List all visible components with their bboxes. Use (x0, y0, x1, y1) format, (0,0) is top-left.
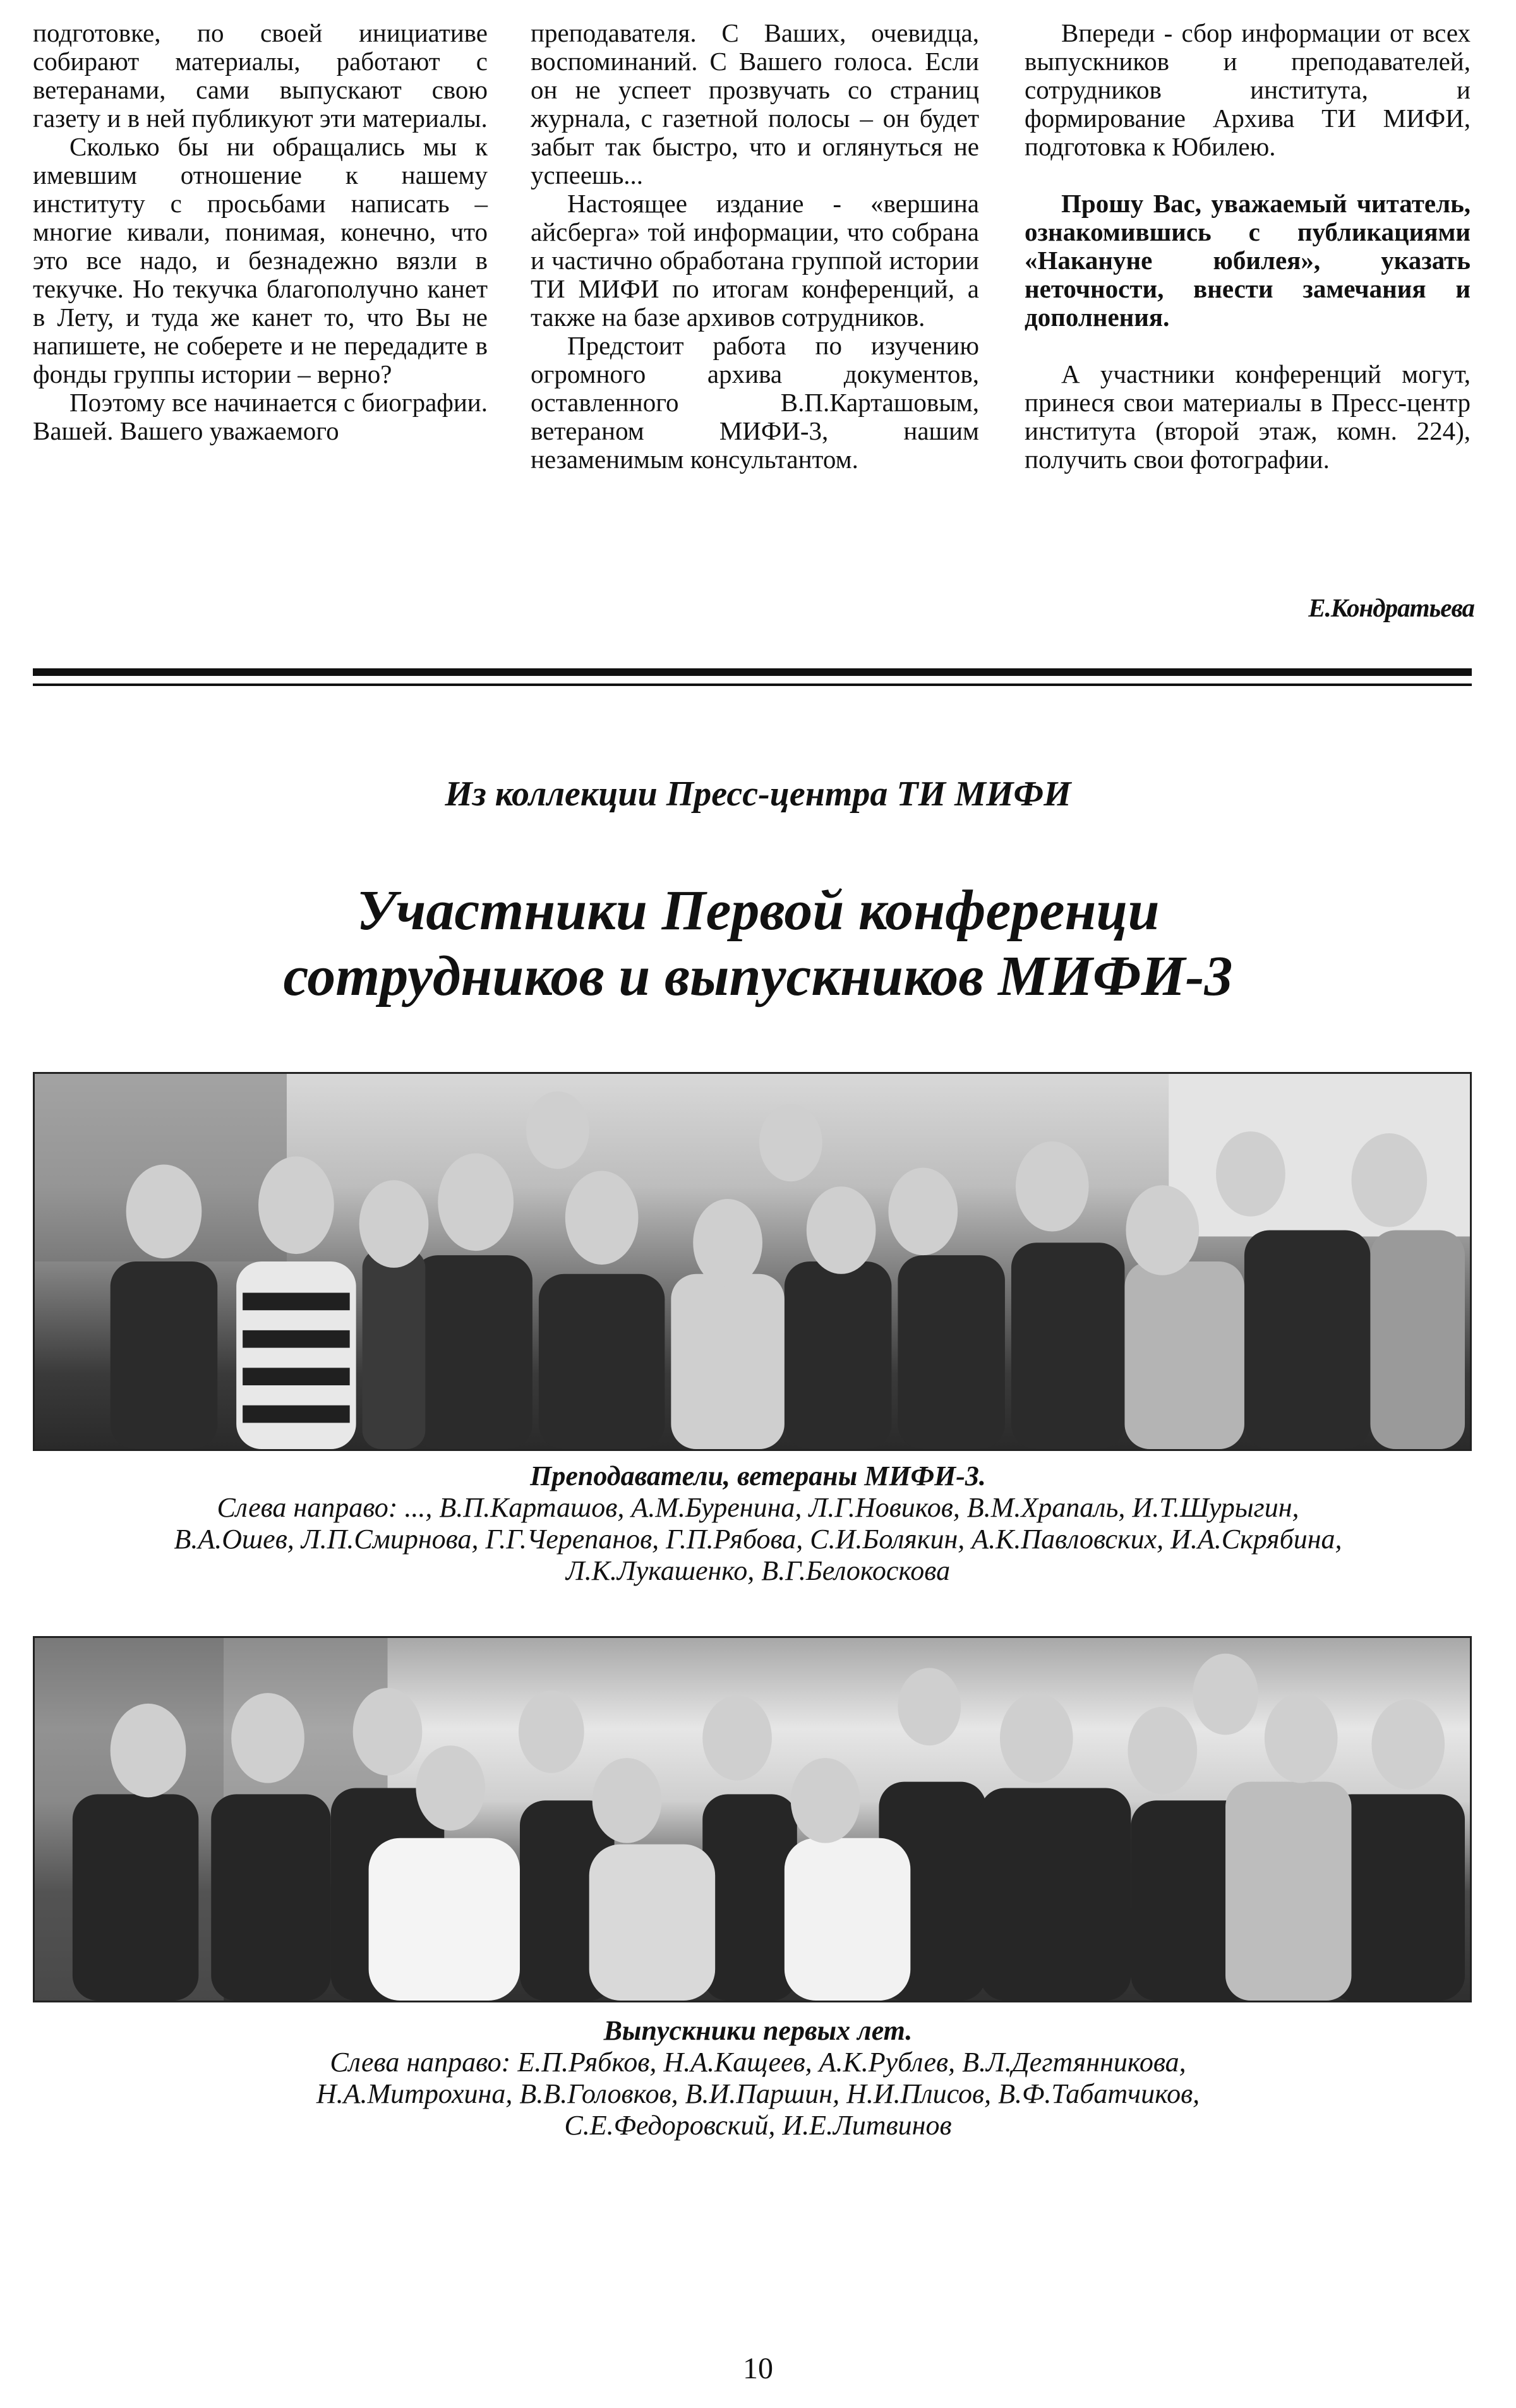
paragraph: А участники конференций могут, принеся свои материалы в Пресс-центр института (второй этаж, комн. 224), получить свои фотографии. (1025, 359, 1471, 474)
section-kicker: Из коллекции Пресс-центра ТИ МИФИ (445, 774, 1071, 814)
caption-line: Н.А.Митрохина, В.В.Головков, В.И.Паршин, Н.И.Плисов, В.Ф.Табатчиков, (316, 2078, 1200, 2109)
photo-caption-veterans (0, 1460, 1516, 1587)
text-column-1 (33, 19, 488, 445)
author-signature: Е.Кондратьева (1308, 593, 1474, 622)
title-line-1: Участники Первой конференци (356, 879, 1160, 942)
paragraph: Сколько бы ни обращались мы к имевшим отношение к нашему институту с просьбами написать – многие кивали, понимая, конечно, что это все надо, и безнадежно вязли в текучке. Но текучка благополучно канет в Лету, и туда же канет то, что Вы не напишете, не соберете и не передадите в фонды группы истории – верно? (33, 132, 488, 388)
group-photo-graduates (33, 1636, 1472, 2002)
divider-thin (33, 683, 1472, 686)
caption-title: Выпускники первых лет. (603, 2015, 913, 2046)
group-photo-figures (35, 1638, 1470, 2001)
photo-caption-graduates (0, 2015, 1516, 2141)
paragraph: Впереди - сбор информации от всех выпускников и преподавателей, сотрудников института, и формирование Архива ТИ МИФИ, подготовка к Юбилею. (1025, 18, 1471, 161)
paragraph: Настоящее издание - «вершина айсберга» той информации, что собрана и частично обработана группой истории ТИ МИФИ по итогам конференций, а также на базе архивов сотрудников. (531, 189, 979, 332)
title-line-2: сотрудников и выпускников МИФИ-3 (283, 945, 1233, 1008)
caption-line: Слева направо: Е.П.Рябков, Н.А.Кащеев, А.К.Рублев, В.Л.Дегтянникова, (330, 2047, 1186, 2078)
caption-line: С.Е.Федоровский, И.Е.Литвинов (564, 2110, 952, 2141)
text-column-2 (531, 19, 979, 474)
caption-line: Слева направо: ..., В.П.Карташов, А.М.Буренина, Л.Г.Новиков, В.М.Храпаль, И.Т.Шурыгин, (217, 1492, 1299, 1523)
caption-line: В.А.Ошев, Л.П.Смирнова, Г.Г.Черепанов, Г.П.Рябова, С.И.Болякин, А.К.Павловских, И.А.Скрябина, (174, 1524, 1342, 1555)
divider-thick (33, 668, 1472, 676)
appeal-paragraph: Прошу Вас, уважаемый читатель, ознакомившись с публикациями «Накануне юбилея», указать неточности, внести замечания и дополнения. (1025, 189, 1471, 332)
paragraph: преподавателя. С Ваших, очевидца, воспоминаний. С Вашего голоса. Если он не успеет прозвучать со страниц журнала, с газетной полосы – он будет забыт так быстро, что и оглянуться не успеешь... (531, 18, 979, 190)
paragraph: подготовке, по своей инициативе собирают материалы, работают с ветеранами, сами выпускают свою газету и в ней публикуют эти материалы. (33, 18, 488, 133)
caption-title: Преподаватели, ветераны МИФИ-3. (530, 1460, 986, 1491)
paragraph: Поэтому все начинается с биографии. Вашей. Вашего уважаемого (33, 388, 488, 445)
text-column-3 (1025, 19, 1471, 474)
caption-line: Л.К.Лукашенко, В.Г.Белокоскова (565, 1555, 951, 1586)
page-number: 10 (743, 2352, 773, 2385)
group-photo-figures (35, 1074, 1470, 1449)
group-photo-veterans (33, 1072, 1472, 1451)
article-title (0, 878, 1516, 1009)
paragraph: Предстоит работа по изучению огромного архива документов, оставленного В.П.Карташовым, ветераном МИФИ-3, нашим незаменимым консультантом. (531, 331, 979, 474)
